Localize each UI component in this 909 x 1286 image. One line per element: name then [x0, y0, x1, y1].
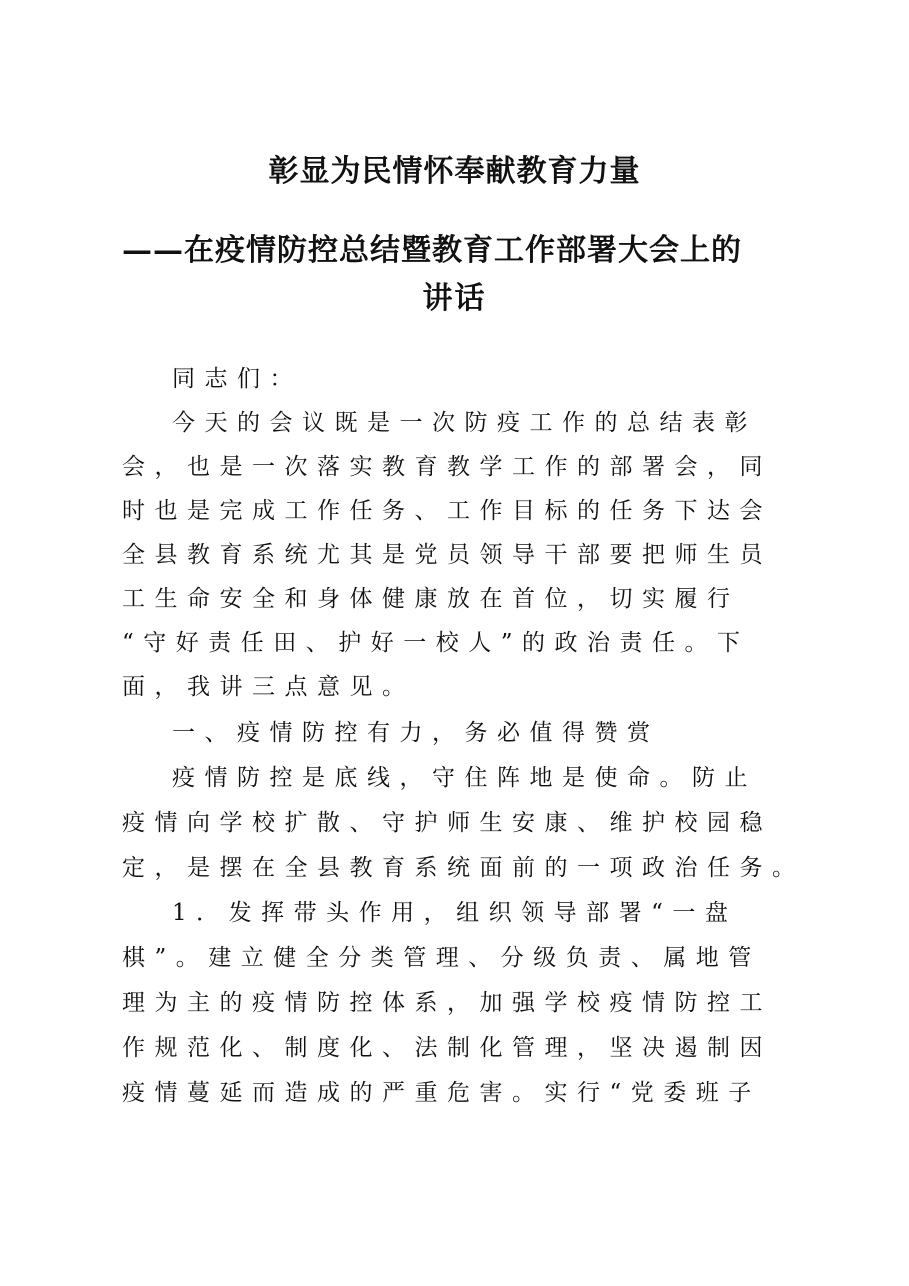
- section-heading: 一、疫情防控有力，务必值得赞赏: [172, 720, 660, 746]
- paragraph-line: 工生命安全和身体健康放在首位，切实履行: [122, 586, 740, 612]
- paragraph-line: 面，我讲三点意见。: [122, 674, 415, 700]
- salutation: 同志们：: [172, 366, 302, 392]
- paragraph-line: 疫情蔓延而造成的严重危害。实行“党委班子: [122, 1080, 761, 1106]
- paragraph-line: 疫情防控是底线，守住阵地是使命。防止: [172, 765, 757, 791]
- document-subtitle-line-1: ——在疫情防控总结暨教育工作部署大会上的: [122, 233, 742, 268]
- paragraph-line: 作规范化、制度化、法制化管理，坚决遏制因: [122, 1035, 772, 1061]
- paragraph-line: “守好责任田、护好一校人”的政治责任。下: [122, 630, 750, 656]
- paragraph-line: 今天的会议既是一次防疫工作的总结表彰: [172, 410, 757, 436]
- paragraph-line: 理为主的疫情防控体系，加强学校疫情防控工: [122, 990, 772, 1016]
- paragraph-line: 时也是完成工作任务、工作目标的任务下达会: [122, 498, 772, 524]
- paragraph-line: 定，是摆在全县教育系统面前的一项政治任务。: [122, 855, 805, 881]
- paragraph-line: 全县教育系统尤其是党员领导干部要把师生员: [122, 542, 772, 568]
- paragraph-line: 会，也是一次落实教育教学工作的部署会，同: [122, 454, 772, 480]
- paragraph-line: 疫情向学校扩散、守护师生安康、维护校园稳: [122, 810, 772, 836]
- document-title: 彰显为民情怀奉献教育力量: [268, 154, 641, 189]
- paragraph-line: 棋”。建立健全分类管理、分级负责、属地管: [122, 945, 761, 971]
- paragraph-line: 1．发挥带头作用，组织领导部署“一盘: [172, 900, 738, 926]
- document-subtitle-line-2: 讲话: [422, 281, 487, 316]
